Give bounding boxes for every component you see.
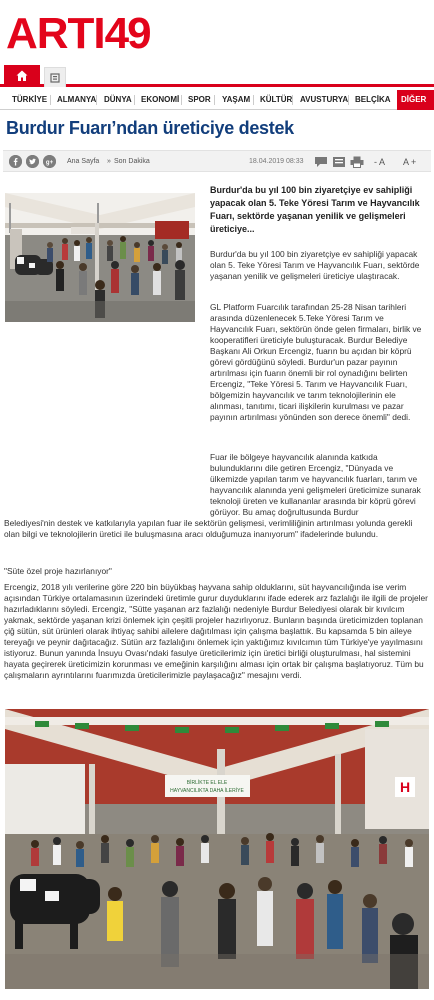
comment-icon[interactable] [314,156,328,168]
article-paragraph-3-narrow: Fuar ile bölgeye hayvancılık alanında katkıda bulunduklarını dile getiren Ercengiz, "Dünyada ve ülkemizde yapılan tarım ve hayvancılık fuarları, tarım ve hayvancılık alanında yeni gelişmeleri üreticimize sunarak teknoloji üreten ve kullananlar arasında bir köprü görevi görüyor. Bu amaç doğrultusunda Burdur [210,452,421,517]
facebook-icon[interactable] [9,155,22,168]
google-plus-icon[interactable] [43,155,56,168]
article-image-bottom [5,709,429,989]
bookmark-icon[interactable] [332,156,346,168]
site-logo[interactable] [6,9,150,58]
article-date: 18.04.2019 08:33 [249,158,304,165]
svg-text:g+: g+ [45,160,54,166]
home-icon [15,69,29,83]
photo-banner-line-1: BİRLİKTE EL ELE [186,780,228,786]
nav-item-yasam[interactable]: YAŞAM [222,95,251,104]
home-tab[interactable] [4,65,40,87]
nav-more-button[interactable]: DİĞER [397,90,434,110]
logo-number: 49 [104,9,150,58]
breadcrumb-home[interactable]: Ana Sayfa [67,158,100,165]
font-increase-button[interactable]: A + [403,157,417,167]
print-icon[interactable] [350,156,364,168]
breadcrumb-section[interactable]: Son Dakika [114,158,150,165]
news-tab[interactable] [44,67,66,87]
font-decrease-button[interactable]: - A [374,157,386,167]
nav-item-belcika[interactable]: BELÇİKA [355,95,391,104]
nav-item-spor[interactable]: SPOR [188,95,211,104]
article-image-top [5,193,195,322]
twitter-icon[interactable] [26,155,39,168]
nav-item-avusturya[interactable]: AVUSTURYA [300,95,349,104]
article-lead: Burdur'da bu yıl 100 bin ziyaretçiye ev sahipliği yapacak olan 5. Teke Yöresi Tarım ve Hayvancılık Fuarı, sektörde yaşanan yenilik ve gelişmeleri üreticiye... [210,185,420,234]
logo-text: ARTI [6,9,105,58]
photo-sign-h: H [399,779,411,795]
article-paragraph-1: Burdur'da bu yıl 100 bin ziyaretçiye ev sahipliği yapacak olan 5. Teke Yöresi Tarım ve Hayvancılık Fuarı, sektörde yaşanan yenilik ve gelişmeleri üreticiye ulaştıracak. [210,249,420,281]
nav-item-almanya[interactable]: ALMANYA [57,95,97,104]
nav-item-dunya[interactable]: DÜNYA [104,95,132,104]
top-tab-bar [0,65,434,87]
nav-item-kultur[interactable]: KÜLTÜR [260,95,293,104]
share-toolbar [3,150,431,172]
article-paragraph-2: GL Platform Fuarcılık tarafından 25-28 Nisan tarihleri arasında düzenlenecek 5.Teke Yöresi Tarım ve Hayvancılık Fuarı, sektörün önde gelen firmaları, birlik ve kooperatifleri üreticiyle buluşturacak. Burdur Belediye Başkanı Ali Orkun Ercengiz, fuarın bu açıdan bir köprü görevi gördüğünü söyledi. Burdur'un pazar payının artırılması için fuarın önemli bir rol oynadığını belirten Ercengiz, "Teke Yöresi 5. Tarım ve Hayvancılık Fuarı, bölgemizin hayvancılık ve tarım teknolojilerinin ele alınması, tanıtımı, ticari ilişkilerin kurulması ve pazar payının artırılması yönünden son derece önemli" dedi. [210,302,422,422]
nav-item-ekonomi[interactable]: EKONOMİ [141,95,180,104]
article-paragraph-4: Ercengiz, 2018 yılı verilerine göre 220 bin büyükbaş hayvana sahip olduklarını, süt hayvancılığında ise verim açısından Türkiye ortalamasının üzerindeki üretimle gurur duyduklarını ifade ederek arz fazlalığı ile ilgili de projeler hazırladıklarını söyledi. Ercengiz, "Sütte yaşanan arz fazlalığı nedeniyle Burdur Belediyesi olarak bir kıvılcım yakmak, sektörde yaşanan krizi önlemek için çeşitli projeler hazırlıyoruz. Bunların başında üreticimizden toplanan çiğ sütün, süt ürünleri olarak ihtiyaç sahibi ailelere dağıtılması için çalışma başlattık. Bu kapsamda 5 bin aileye tereyağı ve peynir dağıtacağız. Sütün arz fazlalığını önlemek için yaktığımız kıvılcımın tüm Türkiye'ye yayılmasını istiyoruz. Bunun yanında İnsuyu Ovası'ndaki fasulye üreticilerimiz için üretici birliği oluşturulması, hal sistemini hayata geçirerek üreticimizin korunması ve emeğinin karşılığını alması için ortak bir çalışma başlatıyoruz. Tüm bu çalışmaların ayrıntılarını fuarımızda üreticilerimizle paylaşacağız" mesajını verdi. [4,582,428,680]
photo-banner-line-2: HAYVANCILIKTA DAHA İLERİYE [170,788,244,794]
news-icon [50,73,60,83]
article-paragraph-3-wide: Belediyesi'nin destek ve katkılarıyla yapılan fuar ile sektörün gelişmesi, verimliliğinin artırılması yolunda gerekli olan bilgi ve teknolojilerin üretici ile buluşmasına aracı olduğumuza inanıyorum" ifadelerinde bulundu. [4,518,413,539]
main-navigation [0,90,434,110]
nav-item-turkiye[interactable]: TÜRKİYE [12,95,48,104]
article-title: Burdur Fuarı’ndan üreticiye destek [6,118,294,138]
article-subheading: "Süte özel proje hazırlanıyor" [4,566,112,576]
breadcrumb-separator: » [107,158,111,165]
